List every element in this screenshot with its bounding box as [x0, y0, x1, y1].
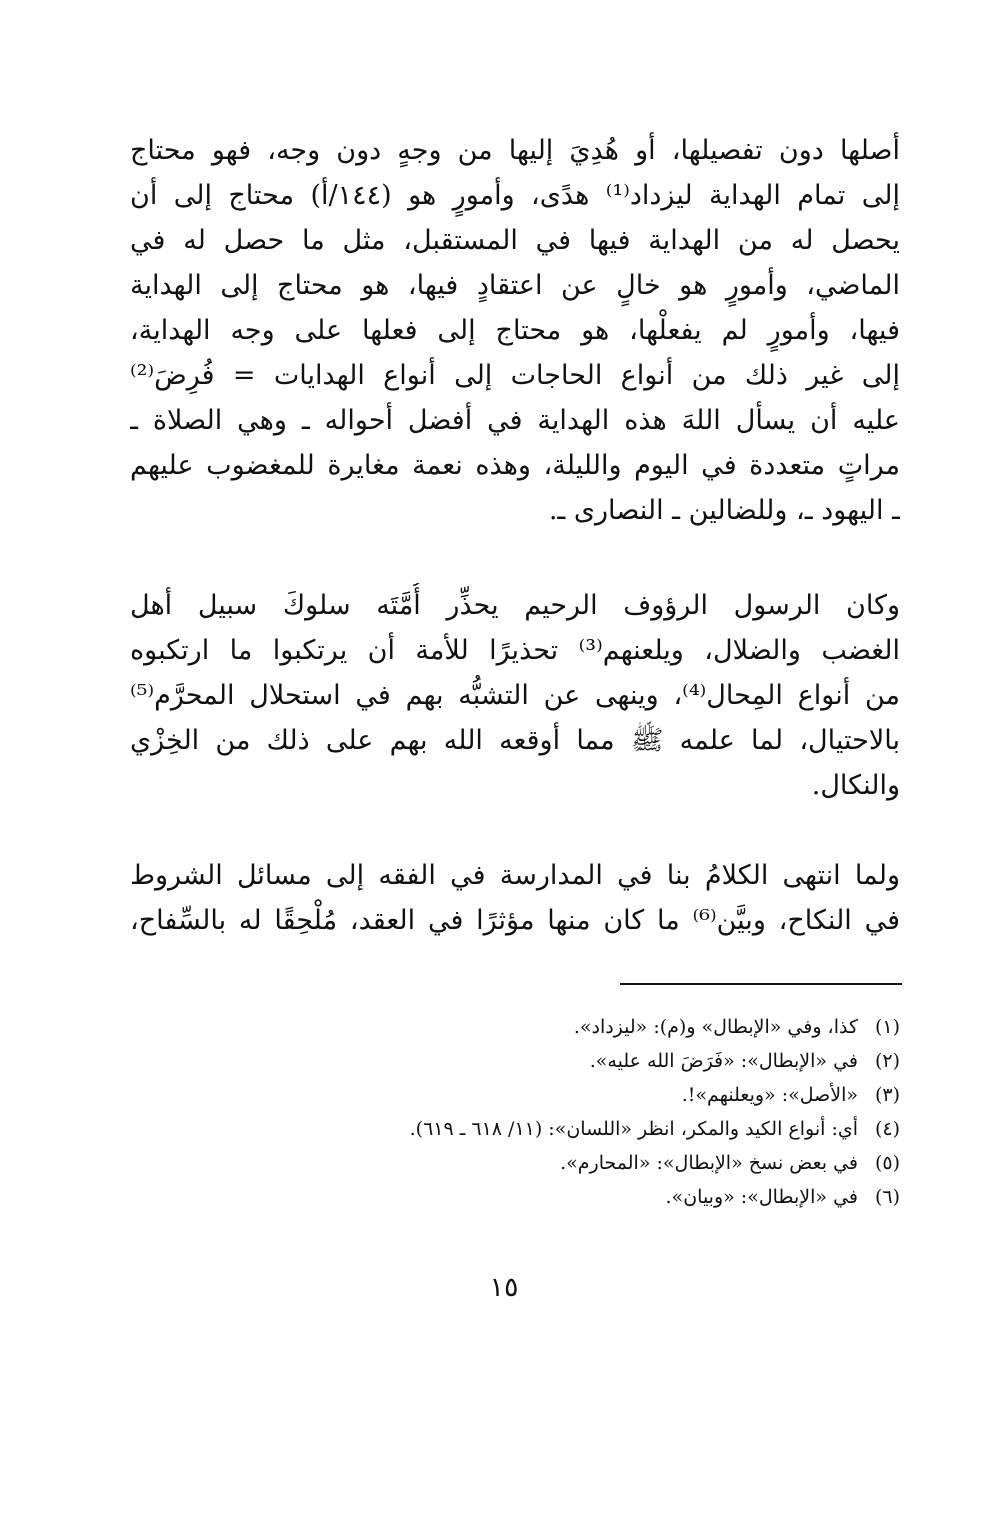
footnote-divider: [620, 983, 902, 985]
footnote-number: (٣): [874, 1084, 900, 1106]
text-line: بالاحتيال، لما علمه ﷺ مما أوقعه الله بهم على ذلك من الخِزْي: [130, 725, 900, 756]
footnote-text: في «الإبطال»: «وبيان».: [665, 1186, 858, 1208]
text-line: إلى غير ذلك من أنواع الحاجات إلى أنواع الهدايات = فُرِضَ⁽²⁾: [130, 360, 900, 391]
footnote-number: (٤): [874, 1118, 900, 1140]
footnote-6: [200, 1180, 900, 1214]
footnote-text: أي: أنواع الكيد والمكر، انظر «اللسان»: (١١/ ٦١٨ ـ ٦١٩).: [409, 1118, 858, 1140]
text-line: في النكاح، وبيَّن⁽⁶⁾ ما كان منها مؤثرًا في العقد، مُلْحِقًا له بالسِّفاح،: [130, 905, 900, 936]
footnote-text: في «الإبطال»: «فَرَضَ الله عليه».: [589, 1050, 858, 1072]
text-line: أصلها دون تفصيلها، أو هُدِيَ إليها من وجهٍ دون وجه، فهو محتاج: [130, 135, 900, 166]
text-line: يحصل له من الهداية فيها في المستقبل، مثل ما حصل له في: [130, 225, 900, 256]
text-line: وكان الرسول الرؤوف الرحيم يحذِّر أُمَّتَه سلوكَ سبيل أهل: [130, 590, 900, 621]
text-line: مراتٍ متعددة في اليوم والليلة، وهذه نعمة مغايرة للمغضوب عليهم: [130, 450, 900, 481]
text-line: الغضب والضلال، ويلعنهم⁽³⁾ تحذيرًا للأمة أن يرتكبوا ما ارتكبوه: [130, 635, 900, 666]
footnote-1: [200, 1010, 900, 1044]
paragraph-2: [130, 583, 900, 808]
footnote-number: (٦): [874, 1186, 900, 1208]
footnote-2: [200, 1044, 900, 1078]
footnote-5: [200, 1146, 900, 1180]
text-line: فيها، وأمورٍ لم يفعلْها، هو محتاج إلى فعلها على وجه الهداية،: [130, 315, 900, 346]
footnote-4: [200, 1112, 900, 1146]
paragraph-3: [130, 853, 900, 943]
text-line: من أنواع المِحال⁽⁴⁾، وينهى عن التشبُّه بهم في استحلال المحرَّم⁽⁵⁾: [130, 680, 900, 711]
text-line: ولما انتهى الكلامُ بنا في المدارسة في الفقه إلى مسائل الشروط: [130, 860, 900, 891]
text-line: الماضي، وأمورٍ هو خالٍ عن اعتقادٍ فيها، هو محتاج إلى الهداية: [130, 270, 900, 301]
paragraph-1: [130, 128, 900, 533]
text-line: ـ اليهود ـ، وللضالين ـ النصارى ـ.: [548, 495, 900, 526]
footnote-text: في بعض نسخ «الإبطال»: «المحارم».: [560, 1152, 858, 1174]
text-line: إلى تمام الهداية ليزداد⁽¹⁾ هدًى، وأمورٍ هو (١٤٤/أ) محتاج إلى أن: [130, 180, 900, 211]
page-number: ١٥: [489, 1272, 519, 1303]
footnote-3: [200, 1078, 900, 1112]
footnotes: [200, 1010, 900, 1214]
text-line: عليه أن يسأل اللهَ هذه الهداية في أفضل أحواله ـ وهي الصلاة ـ: [130, 405, 900, 436]
footnote-number: (٢): [874, 1050, 900, 1072]
text-line: والنكال.: [811, 770, 900, 801]
footnote-number: (٥): [874, 1152, 900, 1174]
footnote-text: كذا، وفي «الإبطال» و(م): «ليزداد».: [573, 1016, 858, 1038]
footnote-number: (١): [874, 1016, 900, 1038]
footnote-text: «الأصل»: «ويعلنهم»!.: [681, 1084, 858, 1106]
